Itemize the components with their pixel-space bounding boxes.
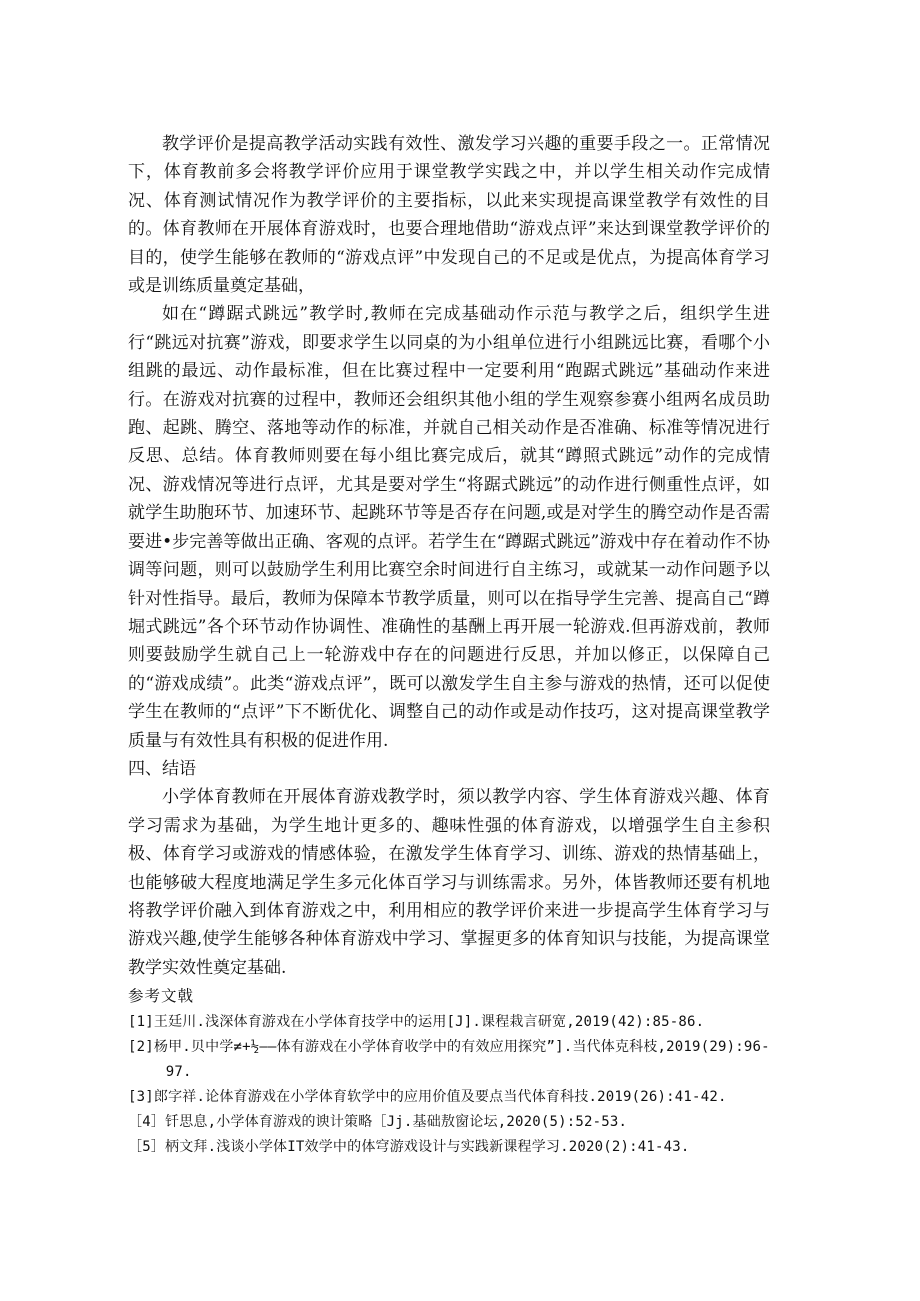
reference-item [128,1010,770,1035]
reference-number: ［4］ [128,1114,166,1131]
body-paragraph-example: 如在“蹲踞式跳远”教学时,教师在完成基础动作示范与教学之后，组织学生进行“跳远对抗赛”游戏，即要求学生以同桌的为小组单位进行小组跳远比赛，看哪个小组跳的最远、动作最标准，但在比赛过程中一定要利用“跑踞式跳远”基础动作来进行。在游戏对抗赛的过程中，教师还会组织其他小组的学生观察参赛小组两名成员助跑、起跳、腾空、落地等动作的标准，并就自己相关动作是否准确、标准等情况进行反思、总结。体育教师则要在每小组比赛完成后，就其“蹲照式跳远”动作的完成情况、游戏情况等进行点评，尤其是要对学生“将踞式跳远”的动作进行侧重性点评，如就学生助胞环节、加速环节、起跳环节等是否存在问题,或是对学生的腾空动作是否需要进•步完善等做出正确、客观的点评。若学生在“蹲踞式跳远”游戏中存在着动作不协调等问题，则可以鼓励学生利用比赛空余时间进行自主练习，或就某一动作问题予以针对性指导。最后，教师为保障本节教学质量，则可以在指导学生完善、提高自己“蹲堀式跳远”各个环节动作协调性、准确性的基酬上再开展一轮游戏.但再游戏前，教师则要鼓励学生就自己上一轮游戏中存在的问题进行反思，并加以修正，以保障自己的“游戏成绩”。此类“游戏点评”，既可以激发学生自主参与游戏的热情，还可以促使学生在教师的“点评”下不断优化、调整自己的动作或是动作技巧，这对提高课堂教学质量与有效性具有积极的促进作用. [128,304,770,751]
reference-text: 郎字祥.论体育游戏在小学体育软学中的应用价值及要点当代体育科技.2019(26):41-42. [153,1089,727,1106]
reference-item [128,1135,770,1160]
document-page [128,130,770,1160]
reference-item [128,1035,770,1085]
reference-text: 王廷川.浅深体育游戏在小学体育技学中的运用[J].课程栽言研宽,2019(42):85-86. [153,1014,705,1031]
references-list [128,1010,770,1160]
reference-text: 钎思息,小学体育游戏的谀计策略［Jj.基础敖窗论坛,2020(5):52-53. [165,1114,628,1131]
body-paragraph-conclusion: 小学体育教师在开展体育游戏教学时，须以教学内容、学生体育游戏兴趣、体育学习需求为基础，为学生地计更多的、趣味性强的体育游戏，以增强学生自主参积极、体育学习或游戏的情感体验，在激发学生体育学习、训练、游戏的热情基础上，也能够破大程度地满足学生多元化体百学习与训练需求。另外，体皆教师还要有机地将教学评价融入到体育游戏之中，利用相应的教学评价来进一步提高学生体育学习与游戏兴趣,使学生能够各种体育游戏中学习、掌握更多的体育知识与技能，为提高课堂教学实效性奠定基础. [128,787,770,978]
reference-text: 杨甲.贝中学≠+½——体有游戏在小学体育收学中的有效应用探究”].当代体克科枝,2019(29):96-97. [153,1039,770,1081]
reference-item [128,1085,770,1110]
reference-number: [3] [128,1089,154,1106]
reference-number: [2] [128,1039,154,1056]
references-title: 参考文戟 [128,987,195,1006]
reference-number: ［5］ [128,1139,166,1156]
reference-item [128,1110,770,1135]
reference-text: 柄文拜.浅谈小学体IT效学中的体穹游戏设计与实践新课程学习.2020(2):41-43. [165,1139,690,1156]
section-heading-conclusion: 四、结语 [128,758,196,779]
reference-number: [1] [128,1014,154,1031]
body-paragraph-evaluation: 教学评价是提高教学活动实践有效性、激发学习兴趣的重要手段之一。正常情况下，体育教前多会将教学评价应用于课堂教学实践之中，并以学生相关动作完成情况、体育测试情况作为教学评价的主要指标，以此来实现提高课堂教学有效性的目的。体育教师在开展体育游戏时，也要合理地借助“游戏点评”来达到课堂教学评价的目的，使学生能够在教师的“游戏点评”中发现自己的不足或是优点，为提高体育学习或是训练质量奠定基础， [128,134,770,297]
